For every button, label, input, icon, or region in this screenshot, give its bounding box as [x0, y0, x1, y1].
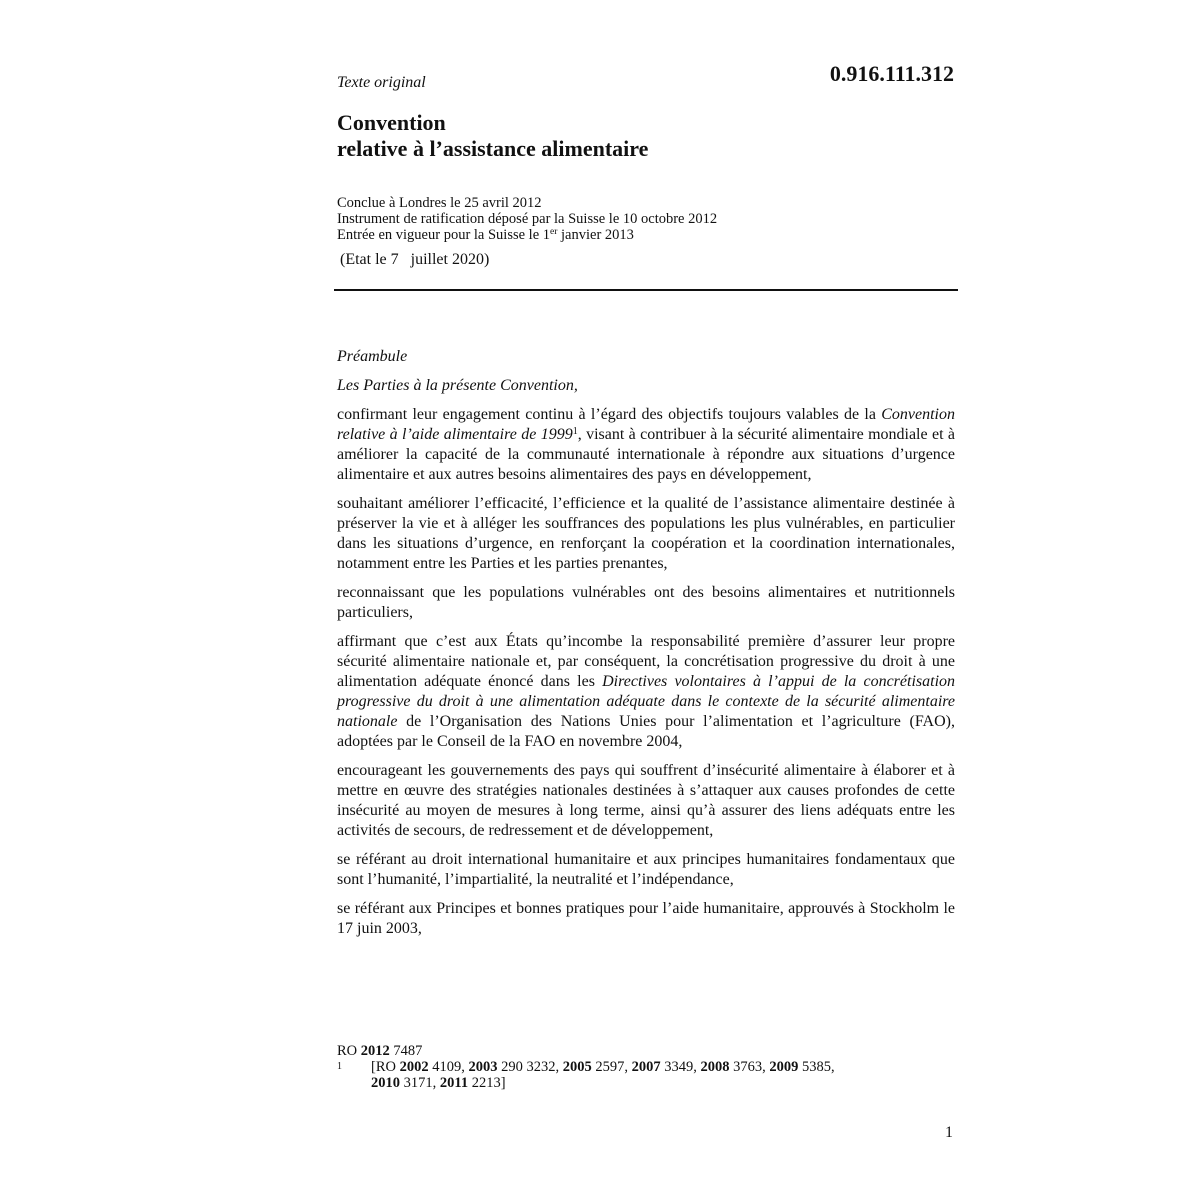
fn-pages: 5385,	[798, 1059, 835, 1075]
page-number: 1	[945, 1124, 953, 1141]
document-title	[337, 110, 648, 162]
parties-line: Les Parties à la présente Convention,	[337, 377, 578, 394]
fn-year: 2002	[399, 1059, 429, 1075]
fn-pages: 3171,	[400, 1075, 440, 1091]
p4-text-a: affirmant que c’est aux États qu’incombe la responsabilité première d’assurer leur propre sécurité alimentaire nationale et, par conséquent, la concrétisation progressive du droit à une alimentation adéquate énoncé dans les	[337, 633, 955, 690]
sr-number: 0.916.111.312	[829, 61, 954, 86]
header-divider	[334, 289, 958, 291]
p4-directives-title: Directives volontaires à l’appui de la concrétisation progressive du droit à une alimentation adéquate dans le contexte de la sécurité alimentaire nationale	[337, 673, 956, 730]
fn-pages: 4109,	[428, 1059, 469, 1075]
entry-text-pre: Entrée en vigueur pour la Suisse le 1	[337, 227, 551, 243]
footnotes	[337, 1043, 931, 1091]
fn-pages: 3349,	[660, 1059, 701, 1075]
ro-page: 7487	[389, 1043, 423, 1059]
fn-year: 2003	[468, 1059, 498, 1075]
document-metadata	[337, 195, 717, 243]
ratification-line: Instrument de ratification déposé par la Suisse le 10 octobre 2012	[337, 211, 718, 227]
entry-superscript: er	[550, 227, 558, 237]
preamble-paragraph-2: souhaitant améliorer l’efficacité, l’efficience et la qualité de l’assistance alimentaire destinée à préserver la vie et à alléger les souffrances des populations les plus vulnérables, en particulier dans les situations d’urgence, en renforçant la coopération et la coordination internationales, notamment entre les Parties et les parties prenantes,	[337, 495, 955, 572]
fn-pages: 2597,	[591, 1059, 632, 1075]
footnote-ref-1: 1	[572, 426, 578, 437]
fn-pages: 3763,	[729, 1059, 770, 1075]
p1-text-a: confirmant leur engagement continu à l’égard des objectifs toujours valables de la	[337, 406, 882, 423]
preamble-heading: Préambule	[337, 348, 408, 365]
fn-year: 2011	[439, 1075, 469, 1091]
title-line-1: Convention	[337, 110, 446, 135]
p1-text-b: , visant à contribuer à la sécurité alimentaire mondiale et à améliorer la capacité de la communauté internationale à répondre aux situations d’urgence alimentaire et aux autres besoins alimentaires des pays en développement,	[337, 426, 955, 483]
fn-year: 2010	[371, 1075, 400, 1091]
preamble-body	[337, 405, 955, 948]
entry-into-force-line	[337, 227, 717, 243]
entry-text-post: janvier 2013	[557, 227, 634, 243]
fn-year: 2009	[769, 1059, 799, 1075]
footnote-1	[337, 1059, 931, 1091]
fn-year: 2007	[631, 1059, 661, 1075]
p1-convention-title: Convention relative à l’aide alimentaire de 1999	[337, 406, 955, 443]
footnote-text	[371, 1059, 931, 1091]
fn-year: 2008	[700, 1059, 730, 1075]
fn-year: 2005	[562, 1059, 592, 1075]
preamble-paragraph-5: encourageant les gouvernements des pays qui souffrent d’insécurité alimentaire à élaborer et à mettre en œuvre des stratégies nationales destinées à s’attaquer aux causes profondes de cette insécurité au moyen de mesures à long terme, ainsi qu’à assurer des liens adéquats entre les activités de secours, de redressement et de développement,	[337, 762, 955, 839]
preamble-paragraph-4	[337, 632, 955, 752]
ro-year: 2012	[360, 1043, 390, 1059]
fn-pages: 2213]	[468, 1075, 506, 1091]
footnote-number: 1	[337, 1061, 342, 1072]
preamble-paragraph-6: se référant au droit international humanitaire et aux principes humanitaires fondamentaux que sont l’humanité, l’impartialité, la neutralité et l’indépendance,	[337, 851, 955, 888]
preamble-paragraph-3: reconnaissant que les populations vulnérables ont des besoins alimentaires et nutritionnels particuliers,	[337, 584, 955, 621]
preamble-paragraph-1	[337, 405, 955, 485]
p4-text-b: de l’Organisation des Nations Unies pour l’alimentation et l’agriculture (FAO), adoptées par le Conseil de la FAO en novembre 2004,	[337, 713, 955, 750]
ro-prefix: RO	[337, 1043, 361, 1059]
title-line-2: relative à l’assistance alimentaire	[337, 136, 649, 161]
preamble-paragraph-7: se référant aux Principes et bonnes pratiques pour l’aide humanitaire, approuvés à Stockholm le 17 juin 2003,	[337, 900, 955, 937]
concluded-line: Conclue à Londres le 25 avril 2012	[337, 195, 542, 211]
fn-pages: 290 3232,	[497, 1059, 563, 1075]
status-date: (Etat le 7 juillet 2020)	[340, 251, 490, 268]
fn-open: [RO	[371, 1059, 400, 1075]
ro-reference	[337, 1043, 931, 1059]
original-text-label: Texte original	[337, 74, 426, 91]
